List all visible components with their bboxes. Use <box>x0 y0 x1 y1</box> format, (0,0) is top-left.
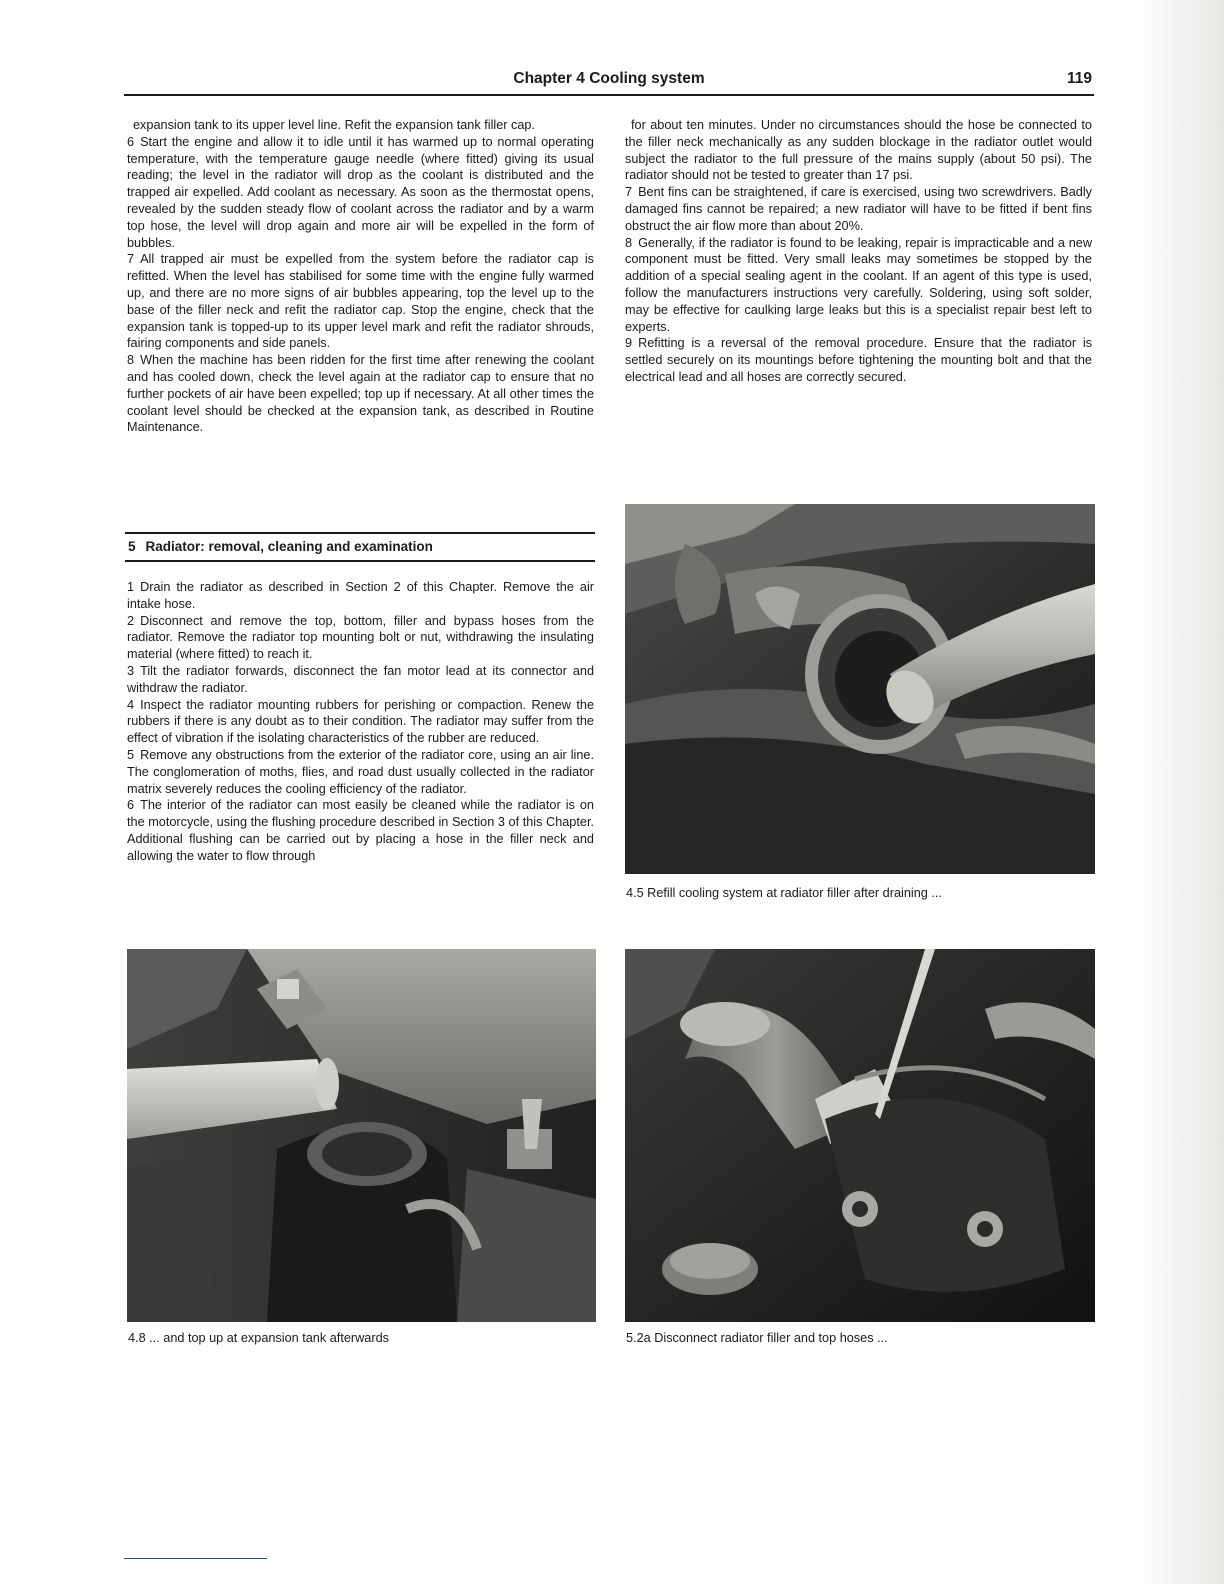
footer-rule <box>124 1558 267 1559</box>
page-header <box>124 64 1094 96</box>
scan-edge-shading <box>1142 0 1224 1584</box>
paragraph: 5 Remove any obstructions from the exterior of the radiator core, using an air line. The conglomeration of moths, flies, and road dust usually collected in the radiator matrix severely reduces the cooling efficiency of the radiator. <box>127 747 594 796</box>
left-column-bottom <box>127 579 594 865</box>
photo-radiator-filler <box>625 504 1095 874</box>
photo-radiator-hoses <box>625 949 1095 1322</box>
left-column-top <box>127 117 594 436</box>
paragraph: 7 Bent fins can be straightened, if care is exercised, using two screwdrivers. Badly damaged fins cannot be repaired; a new radiator will have to be fitted if bent fins obstruct the air flow more than about 20%. <box>625 185 1092 233</box>
page-number: 119 <box>1066 70 1092 87</box>
section-title: Radiator: removal, cleaning and examination <box>145 539 433 554</box>
section-number: 5 <box>128 539 136 554</box>
paragraph: 8 Generally, if the radiator is found to be leaking, repair is impracticable and a new component must be fitted. Very small leaks may sometimes be stopped by the addition of a special sealing agent in the coolant. If an agent of this type is used, follow the manufacturers instructions very carefully. Soldering, using soft solder, may be effective for caulking large leaks but this is a specialist repair best left to experts. <box>625 235 1092 334</box>
photo-expansion-tank <box>127 949 596 1322</box>
paragraph: 1 Drain the radiator as described in Section 2 of this Chapter. Remove the air intake hose. <box>127 580 594 611</box>
paragraph: 6 The interior of the radiator can most easily be cleaned while the radiator is on the motorcycle, using the flushing procedure described in Section 3 of this Chapter. Additional flushing can be carried out by placing a hose in the filler neck and allowing the water to flow through <box>127 798 594 863</box>
paragraph: 6 Start the engine and allow it to idle until it has warmed up to normal operating temperature, with the temperature gauge needle (where fitted) giving its usual reading; the level in the radiator will drop as the coolant is distributed and the trapped air expelled. Add coolant as necessary. As soon as the thermostat opens, revealed by the sudden steady flow of coolant across the radiator and by a warm top hose, the level will drop again and more air will be expelled in the form of bubbles. <box>127 134 594 250</box>
paragraph: 8 When the machine has been ridden for the first time after renewing the coolant and has cooled down, check the level again at the radiator cap to ensure that no further pockets of air have been expelled; top up if necessary. At all other times the coolant level should be checked at the expansion tank, as described in Routine Maintenance. <box>127 353 594 435</box>
paragraph: 3 Tilt the radiator forwards, disconnect the fan motor lead at its connector and withdraw the radiator. <box>127 663 594 695</box>
paragraph: 7 All trapped air must be expelled from the system before the radiator cap is refitted. When the level has stabilised for some time with the engine fully warmed up, and there are no more signs of air bubbles appearing, top the level up to the base of the filler neck and refit the radiator cap. Stop the engine, check that the expansion tank is topped-up to its upper level mark and refit the radiator shrouds, fairing components and side panels. <box>127 252 594 351</box>
paragraph: for about ten minutes. Under no circumstances should the hose be connected to the filler neck mechanically as any sudden blockage in the radiator outlet would subject the radiator to the full pressure of the mains supply (about 50 psi). The radiator should not be tested to greater than 17 psi. <box>625 118 1092 183</box>
photo-caption: 4.8 ... and top up at expansion tank afterwards <box>128 1331 389 1345</box>
photo-caption: 5.2a Disconnect radiator filler and top hoses ... <box>626 1331 888 1345</box>
paragraph: 2 Disconnect and remove the top, bottom, filler and bypass hoses from the radiator. Remove the radiator top mounting bolt or nut, withdrawing the insulating material (where fitted) to reach it. <box>127 613 594 662</box>
chapter-title: Chapter 4 Cooling system <box>513 70 705 87</box>
right-column-top <box>625 117 1092 386</box>
paragraph: 4 Inspect the radiator mounting rubbers for perishing or compaction. Renew the rubbers if there is any doubt as to their condition. The radiator may suffer from the effect of vibration if the isolating characteristics of the rubber are reduced. <box>127 697 594 746</box>
photo-caption: 4.5 Refill cooling system at radiator filler after draining ... <box>626 886 942 900</box>
section-heading <box>125 532 595 562</box>
paragraph: expansion tank to its upper level line. Refit the expansion tank filler cap. <box>133 118 536 132</box>
paragraph: 9 Refitting is a reversal of the removal procedure. Ensure that the radiator is settled securely on its mountings before tightening the mounting bolt and that the electrical lead and all hoses are correctly secured. <box>625 336 1092 384</box>
